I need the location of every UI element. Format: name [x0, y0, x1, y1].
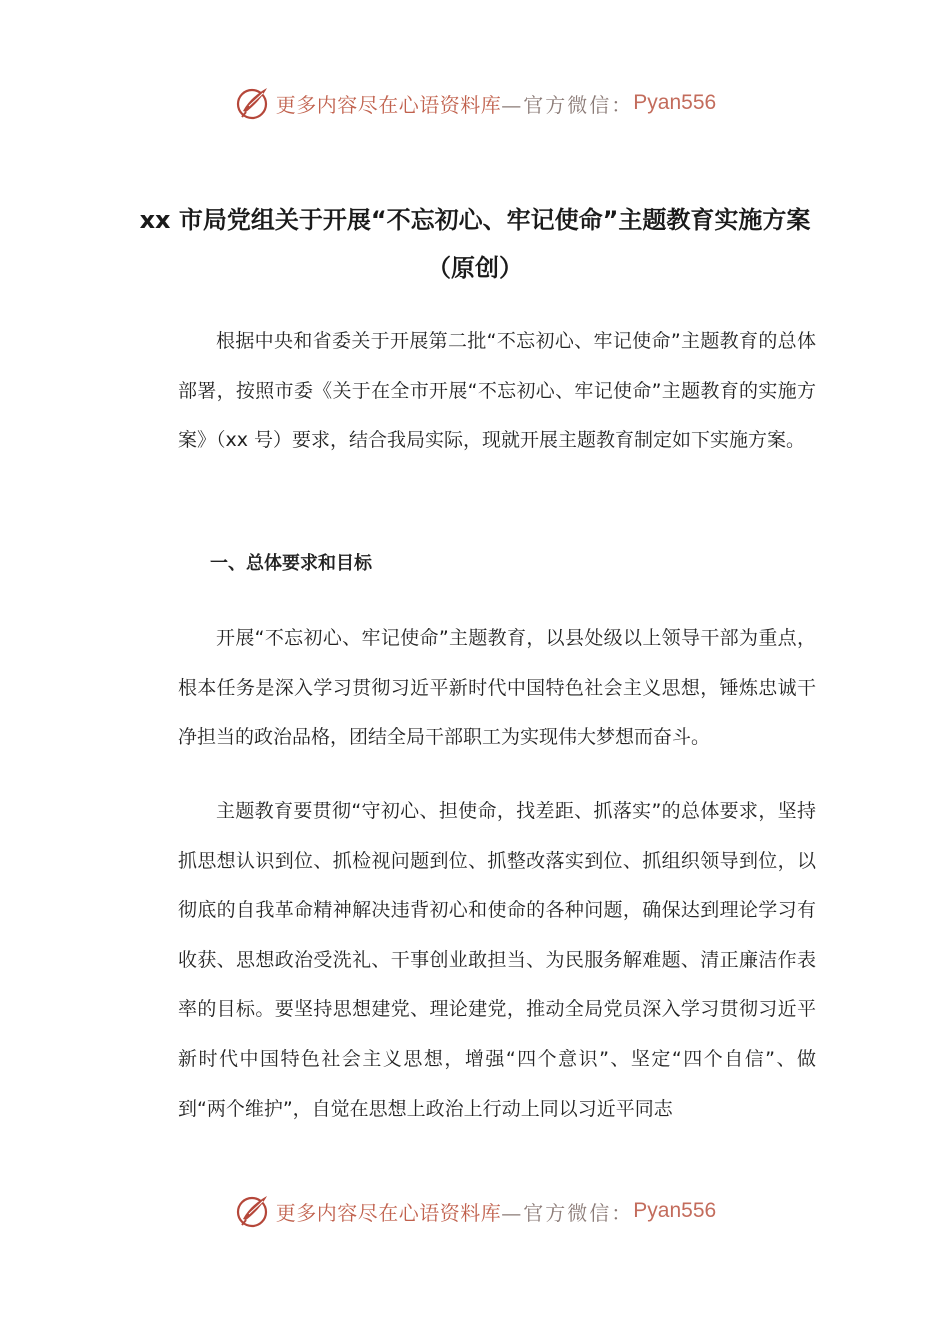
- quill-pen-logo-icon: [234, 1192, 272, 1230]
- header-contact-label: —官方微信：: [501, 92, 634, 117]
- section-1-paragraph-2: 主题教育要贯彻“守初心、担使命，找差距、抓落实”的总体要求，坚持抓思想认识到位、抓检视问题到位、抓整改落实到位、抓组织领导到位，以彻底的自我革命精神解决违背初心和使命的各种问题，确保达到理论学习有收获、思想政治受洗礼、干事创业敢担当、为民服务解难题、清正廉洁作表率的目标。要坚持思想建党、理论建党，推动全局党员深入学习贯彻习近平新时代中国特色社会主义思想，增强“四个意识”、坚定“四个自信”、做到“两个维护”，自觉在思想上政治上行动上同以习近平同志: [178, 800, 816, 1120]
- footer-wechat-id: Pyan556: [633, 1199, 717, 1222]
- header-banner: [0, 81, 950, 125]
- footer-banner: [0, 1189, 950, 1233]
- section-1-paragraph-1-block: [178, 614, 816, 763]
- header-promo-text: 更多内容尽在心语资料库: [275, 92, 502, 117]
- intro-paragraph-block: [178, 317, 816, 466]
- footer-contact-label: —官方微信：: [501, 1200, 634, 1225]
- footer-promo-text: 更多内容尽在心语资料库: [275, 1200, 502, 1225]
- section-1-paragraph-2-block: [178, 787, 816, 1134]
- header-wechat-id: Pyan556: [633, 91, 717, 114]
- section-1-paragraph-1: 开展“不忘初心、牢记使命”主题教育，以县处级以上领导干部为重点，根本任务是深入学习贯彻习近平新时代中国特色社会主义思想，锤炼忠诚干净担当的政治品格，团结全局干部职工为实现伟大梦想而奋斗。: [178, 627, 816, 749]
- quill-pen-logo-icon: [234, 84, 272, 122]
- intro-paragraph: 根据中央和省委关于开展第二批“不忘初心、牢记使命”主题教育的总体部署，按照市委《关于在全市开展“不忘初心、牢记使命”主题教育的实施方案》（xx 号）要求，结合我局实际，现就开展主题教育制定如下实施方案。: [178, 330, 816, 452]
- document-title: xx 市局党组关于开展“不忘初心、牢记使命”主题教育实施方案（原创）: [139, 206, 811, 282]
- section-1-heading: 一、总体要求和目标: [210, 553, 372, 574]
